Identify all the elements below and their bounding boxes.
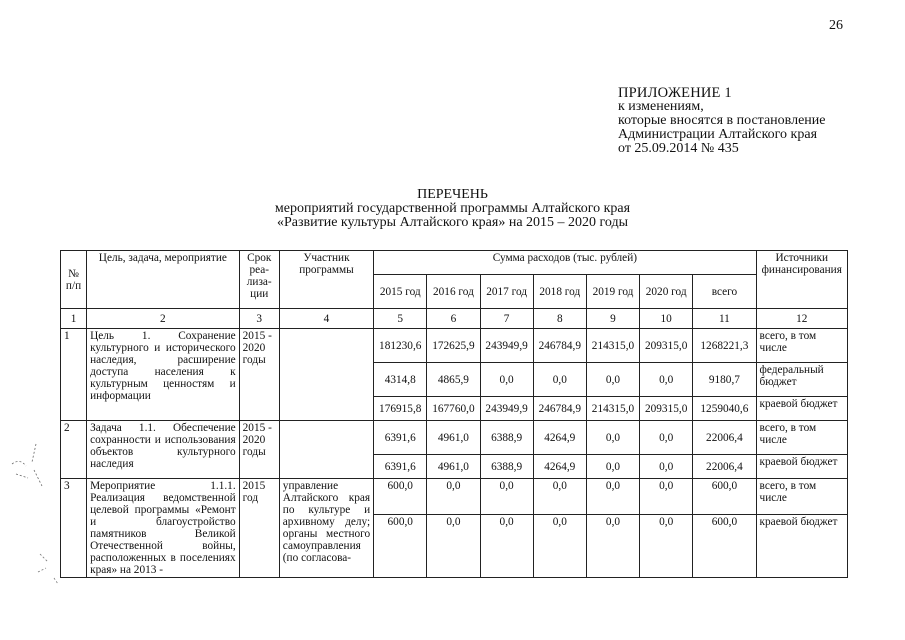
column-number: 12 xyxy=(756,309,847,329)
amount-cell: 172625,9 xyxy=(427,329,480,363)
header-no: № п/п xyxy=(61,251,87,309)
column-number: 4 xyxy=(279,309,373,329)
amount-cell: 181230,6 xyxy=(374,329,427,363)
header-total: всего xyxy=(693,275,756,309)
amount-total-cell: 1259040,6 xyxy=(693,397,756,421)
amount-total-cell: 9180,7 xyxy=(693,363,756,397)
row-participant: управление Алтайского края по культуре и архивному делу; органы местного самоуправления (по согласова- xyxy=(279,479,373,578)
funding-source: краевой бюджет xyxy=(756,397,847,421)
amount-total-cell: 22006,4 xyxy=(693,455,756,479)
amount-cell: 4314,8 xyxy=(374,363,427,397)
row-description: Задача 1.1. Обеспечение сохранности и использования объектов культурного наследия xyxy=(87,421,240,479)
amount-cell: 0,0 xyxy=(586,363,639,397)
row-number: 2 xyxy=(61,421,87,479)
amount-cell: 0,0 xyxy=(640,514,693,577)
amount-cell: 4865,9 xyxy=(427,363,480,397)
amount-cell: 4264,9 xyxy=(533,421,586,455)
column-number: 6 xyxy=(427,309,480,329)
amount-cell: 0,0 xyxy=(427,479,480,515)
row-term: 2015 год xyxy=(239,479,279,578)
appendix-line: к изменениям, xyxy=(618,99,704,114)
column-number: 11 xyxy=(693,309,756,329)
row-description: Цель 1. Сохранение культурного и исторического наследия, расширение доступа населения к культурным ценностям и информации xyxy=(87,329,240,421)
funding-source: всего, в том числе xyxy=(756,329,847,363)
amount-total-cell: 600,0 xyxy=(693,479,756,515)
amount-cell: 0,0 xyxy=(586,514,639,577)
amount-cell: 176915,8 xyxy=(374,397,427,421)
header-sum: Сумма расходов (тыс. рублей) xyxy=(374,251,756,275)
funding-source: федеральный бюджет xyxy=(756,363,847,397)
table-row xyxy=(61,329,848,363)
amount-cell: 4961,0 xyxy=(427,421,480,455)
row-participant xyxy=(279,329,373,421)
amount-cell: 0,0 xyxy=(480,363,533,397)
amount-cell: 209315,0 xyxy=(640,397,693,421)
column-number: 1 xyxy=(61,309,87,329)
column-number: 7 xyxy=(480,309,533,329)
amount-cell: 243949,9 xyxy=(480,329,533,363)
amount-cell: 600,0 xyxy=(374,479,427,515)
row-number: 1 xyxy=(61,329,87,421)
amount-cell: 214315,0 xyxy=(586,397,639,421)
amount-cell: 6388,9 xyxy=(480,455,533,479)
row-participant xyxy=(279,421,373,479)
table-row xyxy=(61,479,848,515)
amount-cell: 4961,0 xyxy=(427,455,480,479)
appendix-date: от 25.09.2014 № 435 xyxy=(618,141,739,156)
row-term: 2015 - 2020 годы xyxy=(239,421,279,479)
amount-cell: 6388,9 xyxy=(480,421,533,455)
document-heading xyxy=(0,188,905,230)
column-number: 2 xyxy=(87,309,240,329)
header-year: 2019 год xyxy=(586,275,639,309)
amount-cell: 0,0 xyxy=(480,479,533,515)
row-description: Мероприятие 1.1.1. Реализация ведомственной целевой программы «Ремонт и благоустройство памятников Великой Отечественной войны, расположенных в поселениях края» на 2013 - xyxy=(87,479,240,578)
header-sources: Источники финансирования xyxy=(756,251,847,309)
amount-cell: 600,0 xyxy=(374,514,427,577)
amount-cell: 6391,6 xyxy=(374,421,427,455)
amount-cell: 0,0 xyxy=(586,455,639,479)
column-numbers-row xyxy=(61,309,848,329)
amount-cell: 0,0 xyxy=(533,479,586,515)
funding-source: краевой бюджет xyxy=(756,514,847,577)
column-number: 10 xyxy=(640,309,693,329)
header-year: 2018 год xyxy=(533,275,586,309)
column-number: 8 xyxy=(533,309,586,329)
amount-cell: 0,0 xyxy=(586,479,639,515)
column-number: 9 xyxy=(586,309,639,329)
header-year: 2017 год xyxy=(480,275,533,309)
amount-cell: 0,0 xyxy=(586,421,639,455)
table-row xyxy=(61,421,848,455)
amount-cell: 0,0 xyxy=(640,455,693,479)
amount-cell: 6391,6 xyxy=(374,455,427,479)
funding-source: всего, в том числе xyxy=(756,479,847,515)
funding-source: всего, в том числе xyxy=(756,421,847,455)
appendix-line: которые вносятся в постановление xyxy=(618,113,826,128)
header-goal: Цель, задача, мероприятие xyxy=(87,251,240,309)
amount-cell: 0,0 xyxy=(533,514,586,577)
row-number: 3 xyxy=(61,479,87,578)
header-row xyxy=(61,251,848,275)
amount-cell: 167760,0 xyxy=(427,397,480,421)
appendix-line: Администрации Алтайского края xyxy=(618,127,818,142)
amount-total-cell: 22006,4 xyxy=(693,421,756,455)
amount-cell: 0,0 xyxy=(640,363,693,397)
column-number: 3 xyxy=(239,309,279,329)
amount-cell: 243949,9 xyxy=(480,397,533,421)
amount-cell: 246784,9 xyxy=(533,397,586,421)
header-participant: Участник программы xyxy=(279,251,373,309)
page-number: 26 xyxy=(829,18,843,33)
amount-cell: 0,0 xyxy=(427,514,480,577)
header-year: 2015 год xyxy=(374,275,427,309)
row-term: 2015 - 2020 годы xyxy=(239,329,279,421)
header-term: Срок реа-лиза-ции xyxy=(239,251,279,309)
appendix-title: ПРИЛОЖЕНИЕ 1 xyxy=(618,85,732,101)
amount-cell: 0,0 xyxy=(533,363,586,397)
amount-total-cell: 600,0 xyxy=(693,514,756,577)
amount-cell: 0,0 xyxy=(480,514,533,577)
column-number: 5 xyxy=(374,309,427,329)
header-year: 2020 год xyxy=(640,275,693,309)
amount-cell: 4264,9 xyxy=(533,455,586,479)
amount-cell: 209315,0 xyxy=(640,329,693,363)
amount-cell: 0,0 xyxy=(640,479,693,515)
heading-title: ПЕРЕЧЕНЬ xyxy=(417,187,488,202)
scan-artifact-marks xyxy=(6,440,52,500)
funding-source: краевой бюджет xyxy=(756,455,847,479)
header-year: 2016 год xyxy=(427,275,480,309)
amount-cell: 0,0 xyxy=(640,421,693,455)
appendix-block xyxy=(618,86,878,156)
amount-total-cell: 1268221,3 xyxy=(693,329,756,363)
amount-cell: 246784,9 xyxy=(533,329,586,363)
measures-table xyxy=(60,250,848,578)
heading-subtitle: «Развитие культуры Алтайского края» на 2015 – 2020 годы xyxy=(276,215,629,230)
amount-cell: 214315,0 xyxy=(586,329,639,363)
heading-subtitle: мероприятий государственной программы Алтайского края xyxy=(274,201,631,216)
